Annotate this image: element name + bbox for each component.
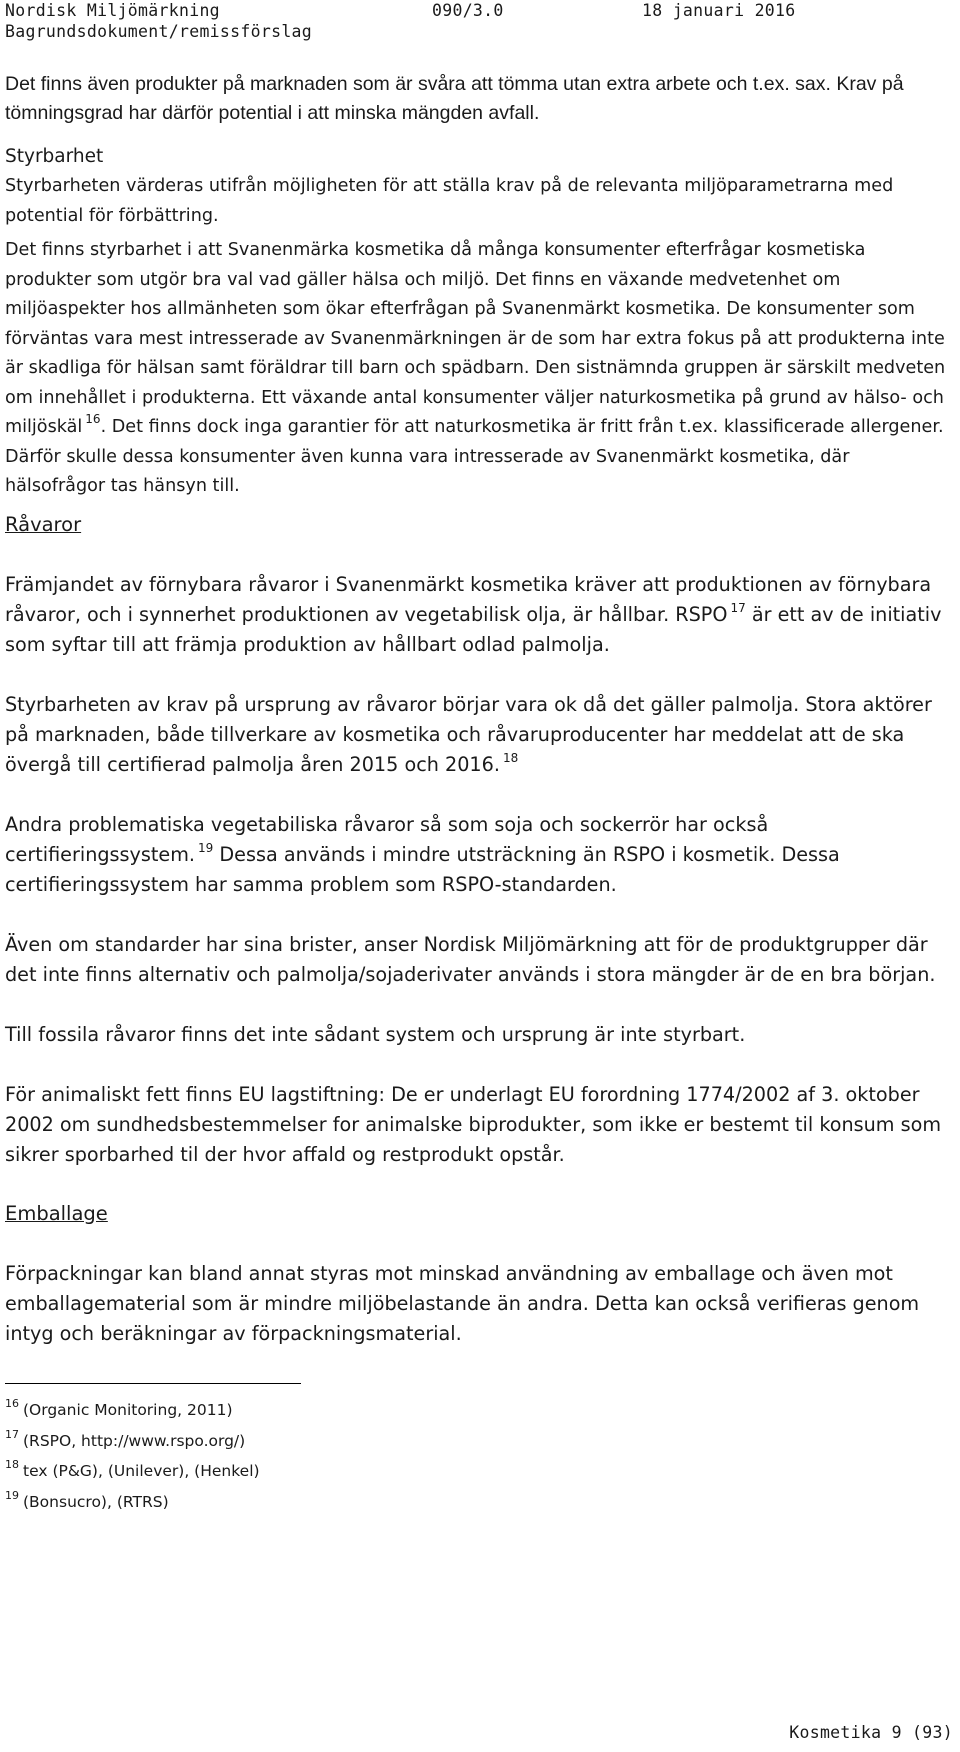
footnote-number: 17: [5, 1427, 19, 1441]
ravaror-paragraph-6: För animaliskt fett finns EU lagstiftning: De er underlagt EU forordning 1774/2002 af 3. oktober 2002 om sundhedsbestemmelser for animalske biprodukter, som ikke er bestemt til konsum som sikrer sporbarhed til der hvor affald og restprodukt opstår.: [5, 1082, 942, 1166]
header-subtitle: Bagrundsdokument/remissförslag: [5, 22, 313, 41]
header-organization: Nordisk Miljömärkning: [5, 1, 220, 20]
styrbarhet-p2-text-a: Det finns styrbarhet i att Svanenmärka kosmetika då många konsumenter efterfrågar kosmetiska produkter som utgör bra val vad gäller hälsa och miljö. Det finns en växande medvetenhet om miljöaspekter hos allmänheten som ökar efterfrågan på Svanenmärkt kosmetika. De konsumenter som förväntas vara mest intresserade av Svanenmärkningen är de som har extra fokus på att produkterna inte är skadliga för hälsan samt föräldrar till barn och spädbarn. Den sistnämnda gruppen är särskilt medveten om innehållet i produkterna. Ett växande antal konsumenter väljer naturkosmetika på grund av hälso- och miljöskäl: [5, 240, 946, 437]
ravaror-paragraph-1: [5, 570, 955, 660]
footnote-item: [5, 1423, 605, 1454]
footnote-number: 19: [5, 1488, 19, 1502]
emballage-paragraph-1: Förpackningar kan bland annat styras mot minskad användning av emballage och även mot emballagematerial som är mindre miljöbelastande än andra. Detta kan också verifieras genom intyg och beräkningar av förpackningsmaterial.: [5, 1261, 920, 1345]
page-header: [5, 0, 955, 42]
footnote-ref-19[interactable]: 19: [198, 840, 214, 855]
footnote-text: (Organic Monitoring, 2011): [23, 1401, 233, 1419]
footnotes: [5, 1392, 605, 1514]
ravaror-p3-text-b: Dessa används i mindre utsträckning än RSPO i kosmetik. Dessa certifieringssystem har samma problem som RSPO-standarden.: [5, 842, 840, 896]
intro-paragraph: Det finns även produkter på marknaden som är svåra att tömma utan extra arbete och t.ex. sax. Krav på tömningsgrad har därför potential i att minska mängden avfall.: [5, 73, 904, 124]
section-heading-ravaror[interactable]: Råvaror: [5, 512, 82, 536]
footnote-ref-17[interactable]: 17: [730, 600, 746, 615]
footnote-number: 18: [5, 1458, 19, 1471]
styrbarhet-paragraph-1: Styrbarheten värderas utifrån möjligheten för att ställa krav på de relevanta miljöparametrarna med potential för förbättring.: [5, 176, 894, 226]
section-heading-emballage[interactable]: Emballage: [5, 1201, 108, 1225]
document-body: [5, 70, 955, 1349]
footnote-item: [5, 1453, 605, 1484]
footnote-item: [5, 1392, 605, 1423]
ravaror-paragraph-3: [5, 810, 955, 900]
ravaror-p1-text-a: Främjandet av förnybara råvaror i Svanenmärkt kosmetika kräver att produktionen av förnybara råvaror, och i synnerhet produktionen av vegetabilisk olja, är hållbar. RSPO: [5, 572, 932, 626]
header-date: 18 januari 2016: [642, 1, 796, 20]
footnote-divider: [5, 1383, 301, 1384]
footnote-text: (Bonsucro), (RTRS): [23, 1492, 169, 1511]
ravaror-paragraph-4: Även om standarder har sina brister, anser Nordisk Miljömärkning att för de produktgrupper där det inte finns alternativ och palmolja/sojaderivater används i stora mängder är de en bra början.: [5, 932, 936, 986]
footnote-ref-16[interactable]: 16: [85, 412, 101, 426]
header-version: 090/3.0: [432, 1, 504, 20]
footnote-number: 16: [5, 1397, 19, 1410]
styrbarhet-p2-text-b: . Det finns dock inga garantier för att naturkosmetika är fritt från t.ex. klassificerade allergener. Därför skulle dessa konsumenter även kunna vara intresserade av Svanenmärkt kosmetika, där hälsofrågor tas hänsyn till.: [5, 417, 944, 496]
ravaror-p3-text-a: Andra problematiska vegetabiliska råvaror så som soja och sockerrör har också certifieringssystem.: [5, 812, 769, 866]
styrbarhet-paragraph-2: [5, 236, 955, 502]
section-heading-styrbarhet: Styrbarhet: [5, 146, 104, 167]
footnote-text[interactable]: (RSPO, http://www.rspo.org/): [23, 1431, 246, 1450]
footnote-item: [5, 1484, 605, 1515]
footnote-ref-18[interactable]: 18: [502, 750, 519, 765]
ravaror-paragraph-5: Till fossila råvaror finns det inte sådant system och ursprung är inte styrbart.: [5, 1022, 746, 1046]
footnote-text: tex (P&G), (Unilever), (Henkel): [23, 1462, 260, 1480]
ravaror-p1-text-b: är ett av de initiativ som syftar till att främja produktion av hållbart odlad palmolja.: [5, 602, 942, 656]
ravaror-paragraph-2: [5, 690, 955, 780]
ravaror-p2-text-a: Styrbarheten av krav på ursprung av råvaror börjar vara ok då det gäller palmolja. Stora aktörer på marknaden, både tillverkare av kosmetika och råvaruproducenter har meddelat att de ska övergå till certifierad palmolja åren 2015 och 2016.: [5, 692, 932, 776]
page-footer: Kosmetika 9 (93): [789, 1723, 953, 1742]
